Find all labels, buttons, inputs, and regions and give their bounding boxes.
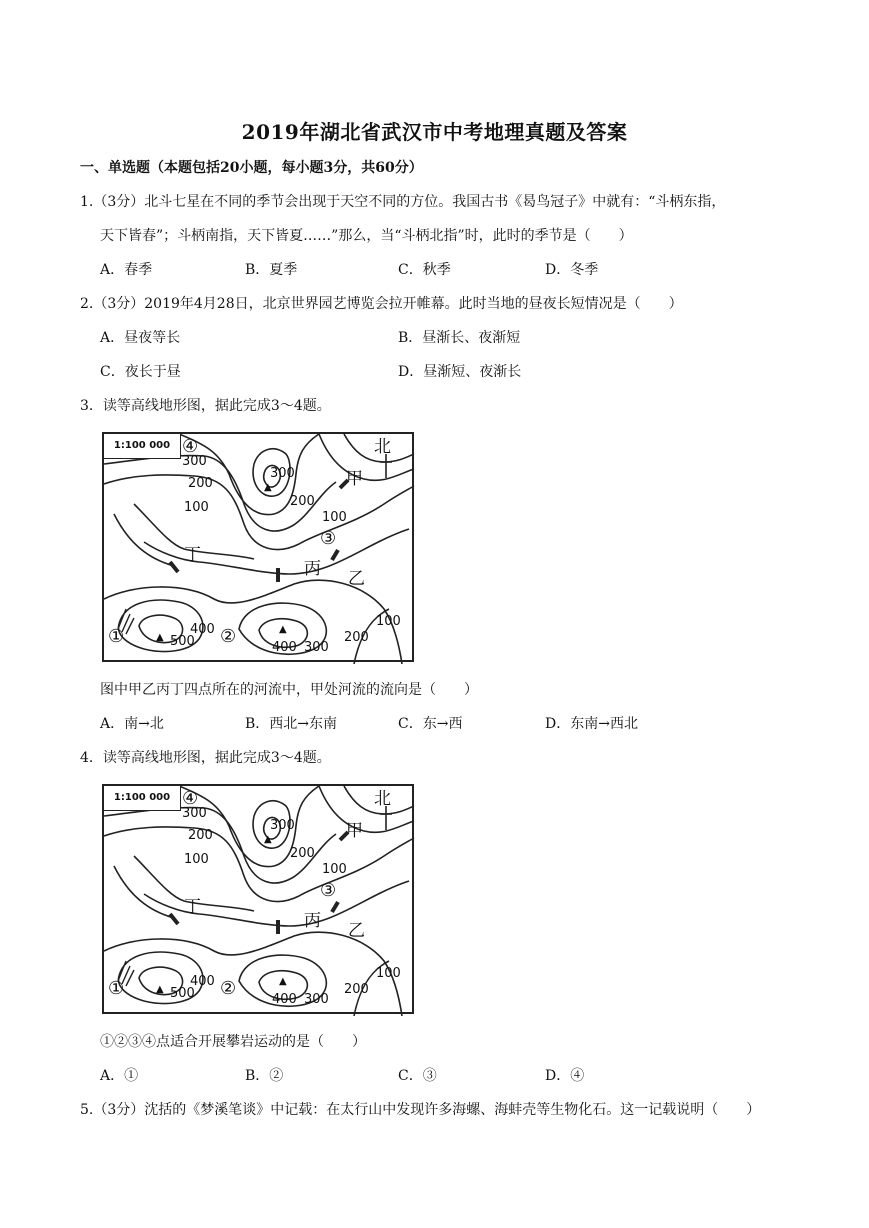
contour-label: 300 bbox=[270, 818, 295, 833]
contour-label: 400 bbox=[272, 640, 297, 655]
point-yi-label: 乙 bbox=[348, 569, 365, 589]
q3-option-b[interactable]: B．西北→东南 bbox=[245, 716, 338, 732]
q3-option-d[interactable]: D．东南→西北 bbox=[545, 716, 638, 732]
map-scale: 1:100 000 bbox=[104, 434, 181, 459]
q4-option-b[interactable]: B．② bbox=[245, 1068, 284, 1084]
point-jia-label: 甲 bbox=[346, 821, 363, 841]
contour-label: 100 bbox=[376, 614, 401, 629]
contour-label: 200 bbox=[188, 476, 213, 491]
contour-label: 500 bbox=[170, 986, 195, 1001]
point-1-label: ① bbox=[108, 978, 125, 999]
q3-intro: 3．读等高线地形图，据此完成3～4题。 bbox=[80, 398, 331, 414]
q3-question: 图中甲乙丙丁四点所在的河流中，甲处河流的流向是（ ） bbox=[100, 682, 478, 698]
contour-label: 200 bbox=[344, 630, 369, 645]
q4-option-c[interactable]: C．③ bbox=[398, 1068, 437, 1084]
contour-label: 100 bbox=[322, 862, 347, 877]
q4-option-a[interactable]: A．① bbox=[100, 1068, 139, 1084]
contour-lines bbox=[104, 786, 416, 1016]
q2-option-a[interactable]: A．昼夜等长 bbox=[100, 330, 181, 346]
point-1-label: ① bbox=[108, 626, 125, 647]
section-heading: 一、单选题（本题包括20小题，每小题3分，共60分） bbox=[80, 160, 423, 176]
point-2-label: ② bbox=[220, 978, 237, 999]
q2-option-d[interactable]: D．昼渐短、夜渐长 bbox=[398, 364, 522, 380]
point-2-label: ② bbox=[220, 626, 237, 647]
q1-option-a[interactable]: A．春季 bbox=[100, 262, 153, 278]
q3-option-c[interactable]: C．东→西 bbox=[398, 716, 463, 732]
q5-text-line1: 5.（3分）沈括的《梦溪笔谈》中记载：在太行山中发现许多海螺、海蚌壳等生物化石。这一记载说明（ ） bbox=[80, 1102, 761, 1118]
contour-lines bbox=[104, 434, 416, 664]
point-3-label: ③ bbox=[320, 528, 337, 549]
contour-map-q3 bbox=[102, 432, 414, 662]
q1-option-d[interactable]: D．冬季 bbox=[545, 262, 599, 278]
q2-option-b[interactable]: B．昼渐长、夜渐短 bbox=[398, 330, 521, 346]
point-ding-label: 丁 bbox=[184, 545, 201, 565]
peak-icon: ▲ bbox=[156, 984, 164, 995]
peak-icon: ▲ bbox=[264, 834, 272, 845]
point-yi-label: 乙 bbox=[348, 921, 365, 941]
map-scale: 1:100 000 bbox=[104, 786, 181, 811]
q2-option-c[interactable]: C．夜长于昼 bbox=[100, 364, 181, 380]
north-label: 北 bbox=[374, 437, 391, 457]
point-4-label: ④ bbox=[182, 788, 199, 809]
contour-label: 300 bbox=[304, 992, 329, 1007]
point-3-label: ③ bbox=[320, 880, 337, 901]
contour-label: 400 bbox=[190, 622, 215, 637]
point-bing-label: 丙 bbox=[304, 911, 321, 931]
contour-label: 300 bbox=[270, 466, 295, 481]
north-label: 北 bbox=[374, 789, 391, 809]
contour-label: 100 bbox=[322, 510, 347, 525]
q4-intro: 4．读等高线地形图，据此完成3～4题。 bbox=[80, 750, 331, 766]
peak-icon: ▲ bbox=[279, 624, 287, 635]
point-bing-label: 丙 bbox=[304, 559, 321, 579]
contour-label: 100 bbox=[184, 852, 209, 867]
contour-label: 300 bbox=[182, 806, 207, 821]
peak-icon: ▲ bbox=[156, 632, 164, 643]
q4-option-d[interactable]: D．④ bbox=[545, 1068, 585, 1084]
contour-label: 100 bbox=[184, 500, 209, 515]
peak-icon: ▲ bbox=[264, 482, 272, 493]
contour-label: 300 bbox=[182, 454, 207, 469]
contour-label: 400 bbox=[272, 992, 297, 1007]
q1-text-line1: 1.（3分）北斗七星在不同的季节会出现于天空不同的方位。我国古书《曷鸟冠子》中就有：“斗柄东指， bbox=[80, 194, 726, 210]
point-jia-label: 甲 bbox=[346, 469, 363, 489]
page-title: 2019年湖北省武汉市中考地理真题及答案 bbox=[241, 120, 628, 144]
contour-map-q4 bbox=[102, 784, 414, 1014]
contour-label: 500 bbox=[170, 634, 195, 649]
q4-question: ①②③④点适合开展攀岩运动的是（ ） bbox=[100, 1034, 366, 1050]
contour-label: 300 bbox=[304, 640, 329, 655]
q1-option-b[interactable]: B．夏季 bbox=[245, 262, 298, 278]
point-4-label: ④ bbox=[182, 436, 199, 457]
contour-label: 200 bbox=[344, 982, 369, 997]
contour-label: 100 bbox=[376, 966, 401, 981]
point-ding-label: 丁 bbox=[184, 897, 201, 917]
peak-icon: ▲ bbox=[279, 976, 287, 987]
q1-option-c[interactable]: C．秋季 bbox=[398, 262, 451, 278]
q1-text-line2: 天下皆春”；斗柄南指，天下皆夏……”那么，当“斗柄北指”时，此时的季节是（ ） bbox=[100, 228, 633, 244]
contour-label: 400 bbox=[190, 974, 215, 989]
q2-text-line1: 2.（3分）2019年4月28日，北京世界园艺博览会拉开帷幕。此时当地的昼夜长短情况是（ ） bbox=[80, 296, 683, 312]
contour-label: 200 bbox=[290, 494, 315, 509]
contour-label: 200 bbox=[188, 828, 213, 843]
contour-label: 200 bbox=[290, 846, 315, 861]
q3-option-a[interactable]: A．南→北 bbox=[100, 716, 164, 732]
